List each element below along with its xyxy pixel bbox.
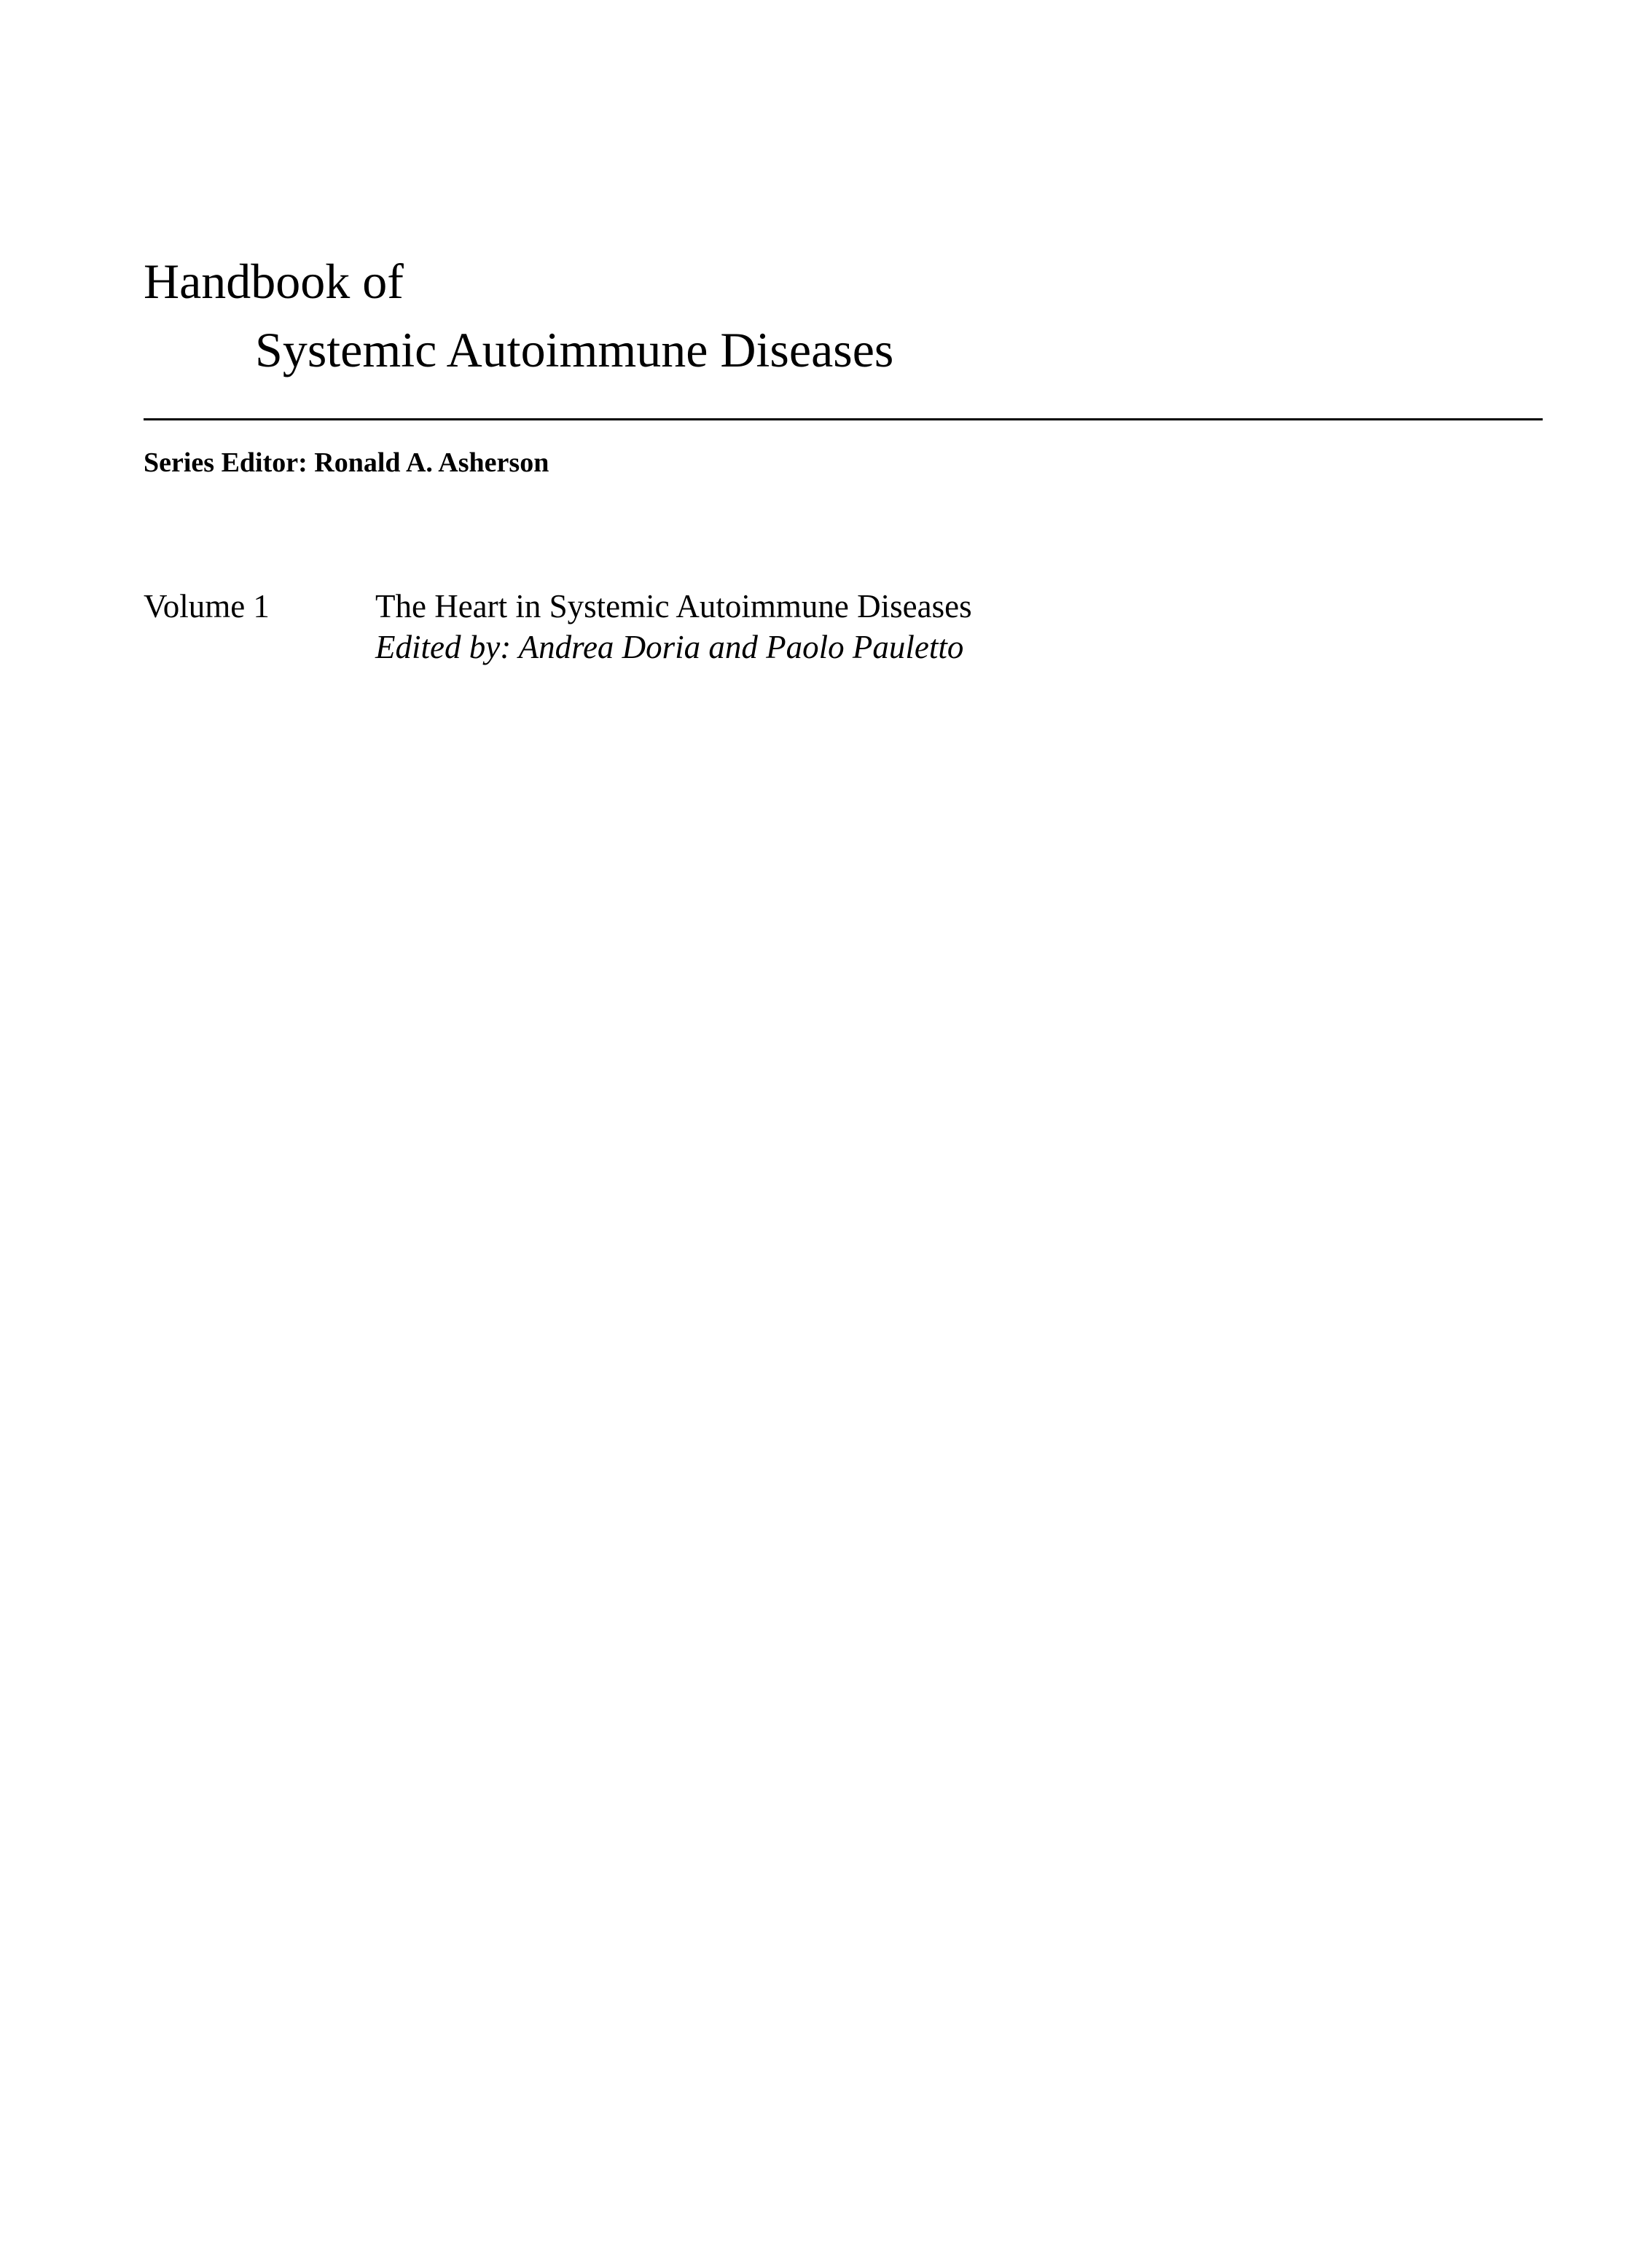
volume-title: The Heart in Systemic Autoimmune Diseases [375, 588, 972, 624]
volume-editors: Edited by: Andrea Doria and Paolo Pauletto [375, 629, 964, 665]
horizontal-rule [144, 418, 1543, 420]
series-editor: Series Editor: Ronald A. Asherson [144, 447, 549, 478]
series-title-line2: Systemic Autoimmune Diseases [255, 322, 894, 377]
series-title-line1: Handbook of [144, 254, 404, 309]
volume-label: Volume 1 [144, 588, 270, 624]
